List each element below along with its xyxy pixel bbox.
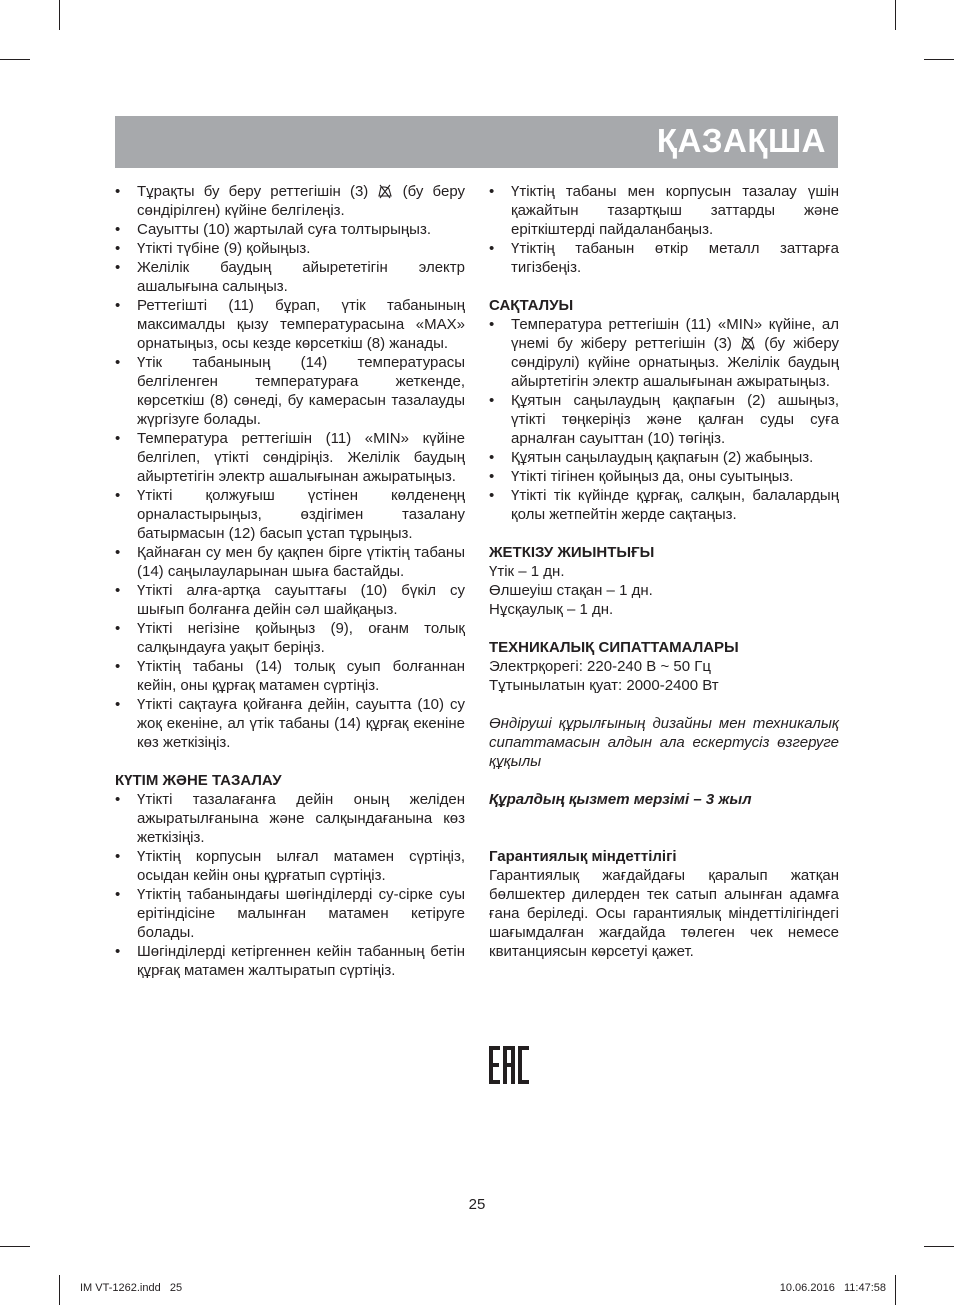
list-item: • Температура реттегішін (11) «MIN» күйіне, ал үнемі бу жіберу реттегішін (3) (бу жіберу сөндірулі) күйіне орнатыңыз. Желілік баудың айыртетігін электр ашалығынан ажыратыңыз.: [489, 315, 839, 391]
manufacturer-note: Өндіруші құрылғының дизайны мен техникалық сипаттамасын алдын ала ескертусіз өзгеруге құқылы: [489, 715, 839, 770]
list-item: • Қайнаған су мен бу қақпен бірге үтіктің табаны (14) саңылауларынан шыға бастайды.: [115, 543, 465, 581]
delivery-line: Нұсқаулық – 1 дн.: [489, 601, 614, 618]
care-list-continued: [489, 182, 839, 277]
delivery-line: Өлшеуіш стақан – 1 дн.: [489, 582, 653, 599]
spec-line: Электрқорегі: 220-240 В ~ 50 Гц: [489, 658, 711, 675]
list-item: • Температура реттегішін (11) «MIN» күйіне белгілеп, үтікті сөндіріңіз. Желілік баудың айыртетігін электр ашалығынан ажыратыңыз.: [115, 429, 465, 486]
list-item: • Үтікті сақтауға қойғанға дейін, сауытта (10) су жоқ екеніне, ал үтік табаны (14) құрғақ екеніне көз жеткізіңіз.: [115, 695, 465, 752]
crop-mark: [895, 0, 896, 30]
list-item: • Үтіктің табанын өткір металл заттарға тигізбеңіз.: [489, 239, 839, 277]
delivery-line: Үтік – 1 дн.: [489, 563, 565, 580]
print-footer-timestamp: 10.06.2016 11:47:58: [779, 1282, 886, 1294]
list-item: • Реттегішті (11) бұрап, үтік табанының максималды қызу температурасына «MAX» орнатыңыз, осы кезде көрсеткіш (8) жанады.: [115, 296, 465, 353]
list-item: • Үтіктің корпусын ылғал матамен сүртіңіз, осыдан кейін оны құрғатып сүртіңіз.: [115, 847, 465, 885]
list-item: • Үтікті тігінен қойыңыз да, оны суытыңыз.: [489, 467, 839, 486]
storage-list: [489, 315, 839, 524]
steam-off-icon: [740, 336, 756, 351]
crop-mark: [924, 59, 954, 60]
list-item: • Үтік табанының (14) температурасы белгіленген температураға жеткенде, көрсеткіш (8) сөнеді, бу камерасын тазалауды жүргізуге болады.: [115, 353, 465, 429]
left-column: [115, 182, 465, 980]
list-item: • Үтікті түбіне (9) қойыңыз.: [115, 239, 465, 258]
print-footer-file: IM VT-1262.indd 25: [80, 1282, 183, 1294]
page-title: ҚАЗАҚША: [656, 122, 826, 159]
list-item: • Үтіктің табаны (14) толық суып болғаннан кейін, оны құрғақ матамен сүртіңіз.: [115, 657, 465, 695]
crop-mark: [0, 59, 30, 60]
list-item: • Шөгінділерді кетіргеннен кейін табанның бетін құрғақ матамен жалтыратып сүртіңіз.: [115, 942, 465, 980]
list-item: • Тұрақты бу беру реттегішін (3) (бу беру сөндірілген) күйіне белгілеңіз.: [115, 182, 465, 220]
list-item: • Үтікті тазалағанға дейін оның желіден ажыратылғанына және салқындағанына көз жеткізіңіз.: [115, 790, 465, 847]
crop-mark: [59, 0, 60, 30]
care-list: [115, 790, 465, 980]
list-item: • Сауытты (10) жартылай суға толтырыңыз.: [115, 220, 465, 239]
page-number: 25: [468, 1196, 486, 1213]
warranty-text: Гарантиялық жағдайдағы қаралып жатқан бөлшектер дилерден тек сатып алынған адамға ғана беріледі. Осы гарантиялық міндеттілігіндегі шағымдалған жағдайда төлеген чек немесе квитанциясын көрсетуі қажет.: [489, 867, 839, 960]
list-item: • Үтікті қолжуғыш үстінен көлденеңң орналастырыңыз, өздігімен тазалану батырмасын (12) басып ұстап тұрыңыз.: [115, 486, 465, 543]
section-heading-delivery: ЖЕТКІЗУ ЖИЫНТЫҒЫ: [489, 544, 655, 561]
list-item: • Құятын саңылаудың қақпағын (2) жабыңыз.: [489, 448, 839, 467]
section-heading-specs: ТЕХНИКАЛЫҚ СИПАТТАМАЛАРЫ: [489, 639, 739, 656]
list-item: • Құятын саңылаудың қақпағын (2) ашыңыз, үтікті төңкеріңіз және қалған суды суға арналған сауыттан (10) төгіңіз.: [489, 391, 839, 448]
crop-mark: [895, 1275, 896, 1305]
eac-logo: [489, 1046, 529, 1089]
list-item: • Желілік баудың айырететігін электр ашалығына салыңыз.: [115, 258, 465, 296]
instruction-list: [115, 182, 465, 752]
section-heading-warranty: Гарантиялық міндеттілігі: [489, 848, 677, 865]
steam-off-icon: [377, 184, 393, 199]
section-heading-storage: САҚТАЛУЫ: [489, 297, 574, 314]
list-item: • Үтікті негізіне қойыңыз (9), оғанм толық салқындауға уақыт беріңіз.: [115, 619, 465, 657]
list-item: • Үтікті тік күйінде құрғақ, салқын, балалардың қолы жетпейтін жерде сақтаңыз.: [489, 486, 839, 524]
right-column: [489, 182, 839, 961]
language-banner: [115, 116, 838, 168]
list-item: • Үтіктің табанындағы шөгінділерді су-сірке суы ерітіндісіне малынған матамен кетіруге болады.: [115, 885, 465, 942]
crop-mark: [924, 1246, 954, 1247]
crop-mark: [59, 1275, 60, 1305]
spec-line: Тұтынылатын қуат: 2000-2400 Вт: [489, 677, 719, 694]
crop-mark: [0, 1246, 30, 1247]
list-item: • Үтіктің табаны мен корпусын тазалау үшін қажайтын тазартқыш заттарды және еріткіштерді пайдаланбаңыз.: [489, 182, 839, 239]
section-heading-care: КҮТІМ ЖӘНЕ ТАЗАЛАУ: [115, 772, 282, 789]
service-life: Құралдың қызмет мерзімі – 3 жыл: [489, 791, 752, 808]
list-item: • Үтікті алға-артқа сауыттағы (10) бүкіл су шығып болғанға дейін сәл шайқаңыз.: [115, 581, 465, 619]
